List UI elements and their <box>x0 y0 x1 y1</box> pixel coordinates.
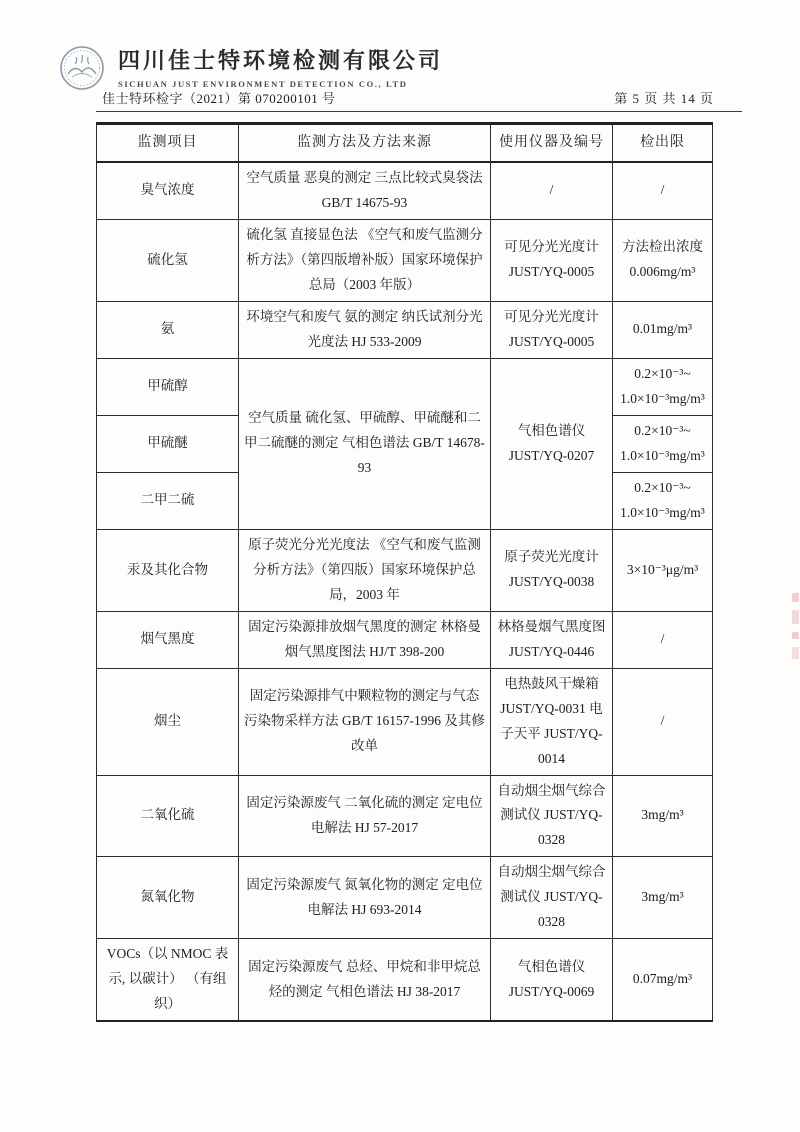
cell-item: 二氧化硫 <box>97 775 239 857</box>
letterhead <box>58 42 443 92</box>
cell-item: 汞及其化合物 <box>97 529 239 611</box>
doc-reference-line <box>96 88 742 112</box>
table-row <box>97 301 713 358</box>
col-header-item: 监测项目 <box>97 124 239 162</box>
page-number-info: 第 5 页 共 14 页 <box>614 91 714 106</box>
col-header-instrument: 使用仪器及编号 <box>491 124 613 162</box>
cell-limit: 0.2×10⁻³~ 1.0×10⁻³mg/m³ <box>613 415 713 472</box>
cell-method: 硫化氢 直接显色法 《空气和废气监测分析方法》（第四版增补版）国家环境保护总局（2003 年版） <box>239 220 491 302</box>
table-row <box>97 775 713 857</box>
cell-method-merged: 空气质量 硫化氢、甲硫醇、甲硫醚和二甲二硫醚的测定 气相色谱法 GB/T 14678-93 <box>239 358 491 529</box>
cell-item: 二甲二硫 <box>97 472 239 529</box>
cell-item: 烟尘 <box>97 668 239 775</box>
cell-limit: 3mg/m³ <box>613 775 713 857</box>
cell-instrument: 林格曼烟气黑度图 JUST/YQ-0446 <box>491 611 613 668</box>
cell-item: VOCs（以 NMOC 表示, 以碳计） （有组织） <box>97 939 239 1021</box>
cell-instrument: 自动烟尘烟气综合测试仪 JUST/YQ-0328 <box>491 857 613 939</box>
cell-method: 原子荧光分光光度法 《空气和废气监测分析方法》（第四版）国家环境保护总局，2003 年 <box>239 529 491 611</box>
cell-limit: 0.07mg/m³ <box>613 939 713 1021</box>
cell-limit: 0.01mg/m³ <box>613 301 713 358</box>
cell-instrument: 可见分光光度计 JUST/YQ-0005 <box>491 220 613 302</box>
cell-instrument: 气相色谱仪 JUST/YQ-0069 <box>491 939 613 1021</box>
company-name-block <box>118 42 443 89</box>
cell-item: 甲硫醇 <box>97 358 239 415</box>
cell-method: 固定污染源废气 总烃、甲烷和非甲烷总烃的测定 气相色谱法 HJ 38-2017 <box>239 939 491 1021</box>
company-logo-icon <box>58 44 106 92</box>
cell-limit: 方法检出浓度 0.006mg/m³ <box>613 220 713 302</box>
cell-limit: 0.2×10⁻³~ 1.0×10⁻³mg/m³ <box>613 472 713 529</box>
col-header-method: 监测方法及方法来源 <box>239 124 491 162</box>
cell-limit: 3×10⁻³μg/m³ <box>613 529 713 611</box>
cell-instrument: 原子荧光光度计 JUST/YQ-0038 <box>491 529 613 611</box>
cell-instrument: 可见分光光度计 JUST/YQ-0005 <box>491 301 613 358</box>
cell-method: 固定污染源废气 氮氧化物的测定 定电位电解法 HJ 693-2014 <box>239 857 491 939</box>
table-row <box>97 668 713 775</box>
table-row <box>97 220 713 302</box>
cell-limit: / <box>613 611 713 668</box>
table-row <box>97 939 713 1021</box>
cell-limit: / <box>613 668 713 775</box>
cell-item: 臭气浓度 <box>97 162 239 220</box>
cell-method: 固定污染源废气 二氧化硫的测定 定电位电解法 HJ 57-2017 <box>239 775 491 857</box>
monitoring-methods-table <box>96 122 713 1022</box>
table-header-row <box>97 124 713 162</box>
cell-limit: / <box>613 162 713 220</box>
col-header-limit: 检出限 <box>613 124 713 162</box>
cell-instrument: 自动烟尘烟气综合测试仪 JUST/YQ-0328 <box>491 775 613 857</box>
edge-stamp-fragment <box>790 585 800 695</box>
cell-item: 甲硫醚 <box>97 415 239 472</box>
table-row <box>97 358 713 415</box>
cell-instrument: 电热鼓风干燥箱 JUST/YQ-0031 电子天平 JUST/YQ-0014 <box>491 668 613 775</box>
cell-method: 环境空气和废气 氨的测定 纳氏试剂分光光度法 HJ 533-2009 <box>239 301 491 358</box>
table-row <box>97 611 713 668</box>
doc-number: 佳士特环检字（2021）第 070200101 号 <box>102 91 336 106</box>
cell-limit: 3mg/m³ <box>613 857 713 939</box>
company-name-en: SICHUAN JUST ENVIRONMENT DETECTION CO., LTD <box>118 79 408 89</box>
cell-item: 硫化氢 <box>97 220 239 302</box>
table-row <box>97 162 713 220</box>
cell-instrument-merged: 气相色谱仪 JUST/YQ-0207 <box>491 358 613 529</box>
table-row <box>97 529 713 611</box>
cell-instrument: / <box>491 162 613 220</box>
cell-method: 固定污染源排气中颗粒物的测定与气态污染物采样方法 GB/T 16157-1996 及其修改单 <box>239 668 491 775</box>
cell-method: 固定污染源排放烟气黑度的测定 林格曼烟气黑度图法 HJ/T 398-200 <box>239 611 491 668</box>
cell-item: 氨 <box>97 301 239 358</box>
company-name-cn: 四川佳士特环境检测有限公司 <box>118 48 444 73</box>
cell-limit: 0.2×10⁻³~ 1.0×10⁻³mg/m³ <box>613 358 713 415</box>
cell-method: 空气质量 恶臭的测定 三点比较式臭袋法 GB/T 14675-93 <box>239 162 491 220</box>
cell-item: 氮氧化物 <box>97 857 239 939</box>
table-row <box>97 857 713 939</box>
cell-item: 烟气黑度 <box>97 611 239 668</box>
